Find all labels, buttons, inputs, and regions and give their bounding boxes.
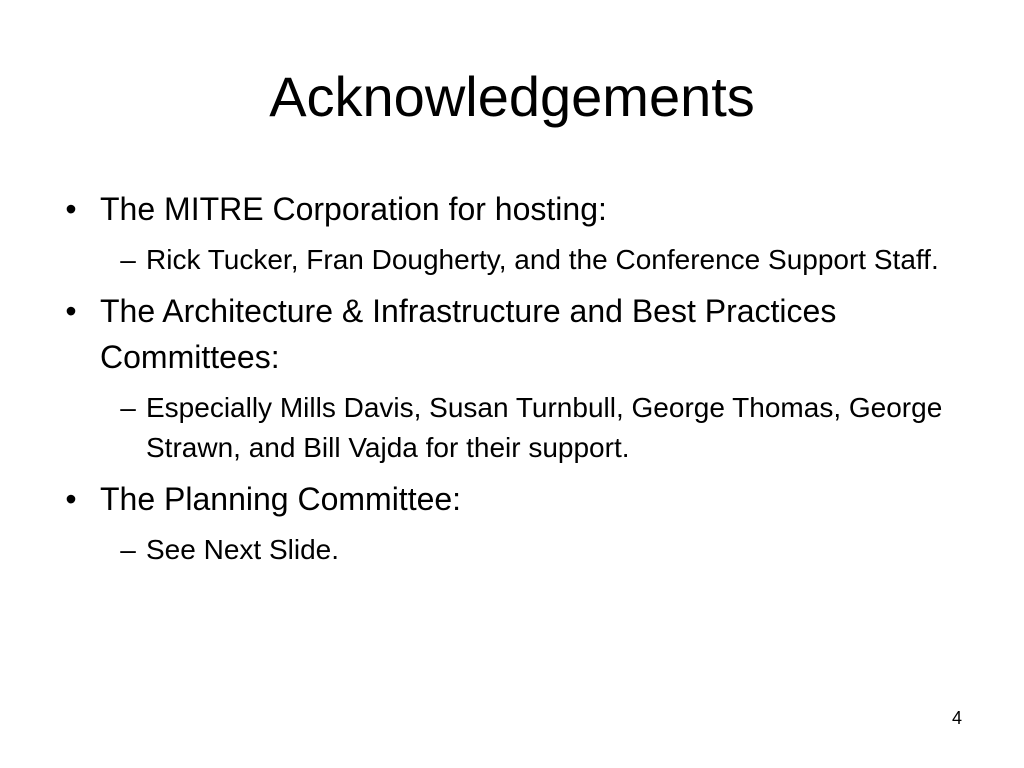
bullet-marker: • (65, 481, 77, 517)
sub-bullet-text: See Next Slide. (146, 534, 339, 565)
bullet-item (56, 186, 956, 232)
bullet-marker: • (65, 191, 77, 227)
sub-bullet-text: Rick Tucker, Fran Dougherty, and the Conference Support Staff. (146, 244, 939, 275)
bullet-item (56, 476, 956, 522)
sub-bullet-item (56, 530, 956, 570)
bullet-marker: • (65, 293, 77, 329)
bullet-text: The MITRE Corporation for hosting: (100, 191, 607, 227)
bullet-list (56, 186, 956, 578)
sub-bullet-item (56, 240, 956, 280)
bullet-text: The Planning Committee: (100, 481, 462, 517)
sub-bullet-item (56, 388, 956, 468)
sub-bullet-text: Especially Mills Davis, Susan Turnbull, George Thomas, George Strawn, and Bill Vajda for their support. (146, 392, 943, 463)
sub-bullet-marker: – (120, 244, 136, 275)
slide-title: Acknowledgements (269, 65, 755, 128)
sub-bullet-marker: – (120, 392, 136, 423)
page-number: 4 (951, 708, 962, 728)
bullet-text: The Architecture & Infrastructure and Best Practices Committees: (100, 293, 837, 375)
bullet-item (56, 288, 956, 380)
sub-bullet-marker: – (120, 534, 136, 565)
